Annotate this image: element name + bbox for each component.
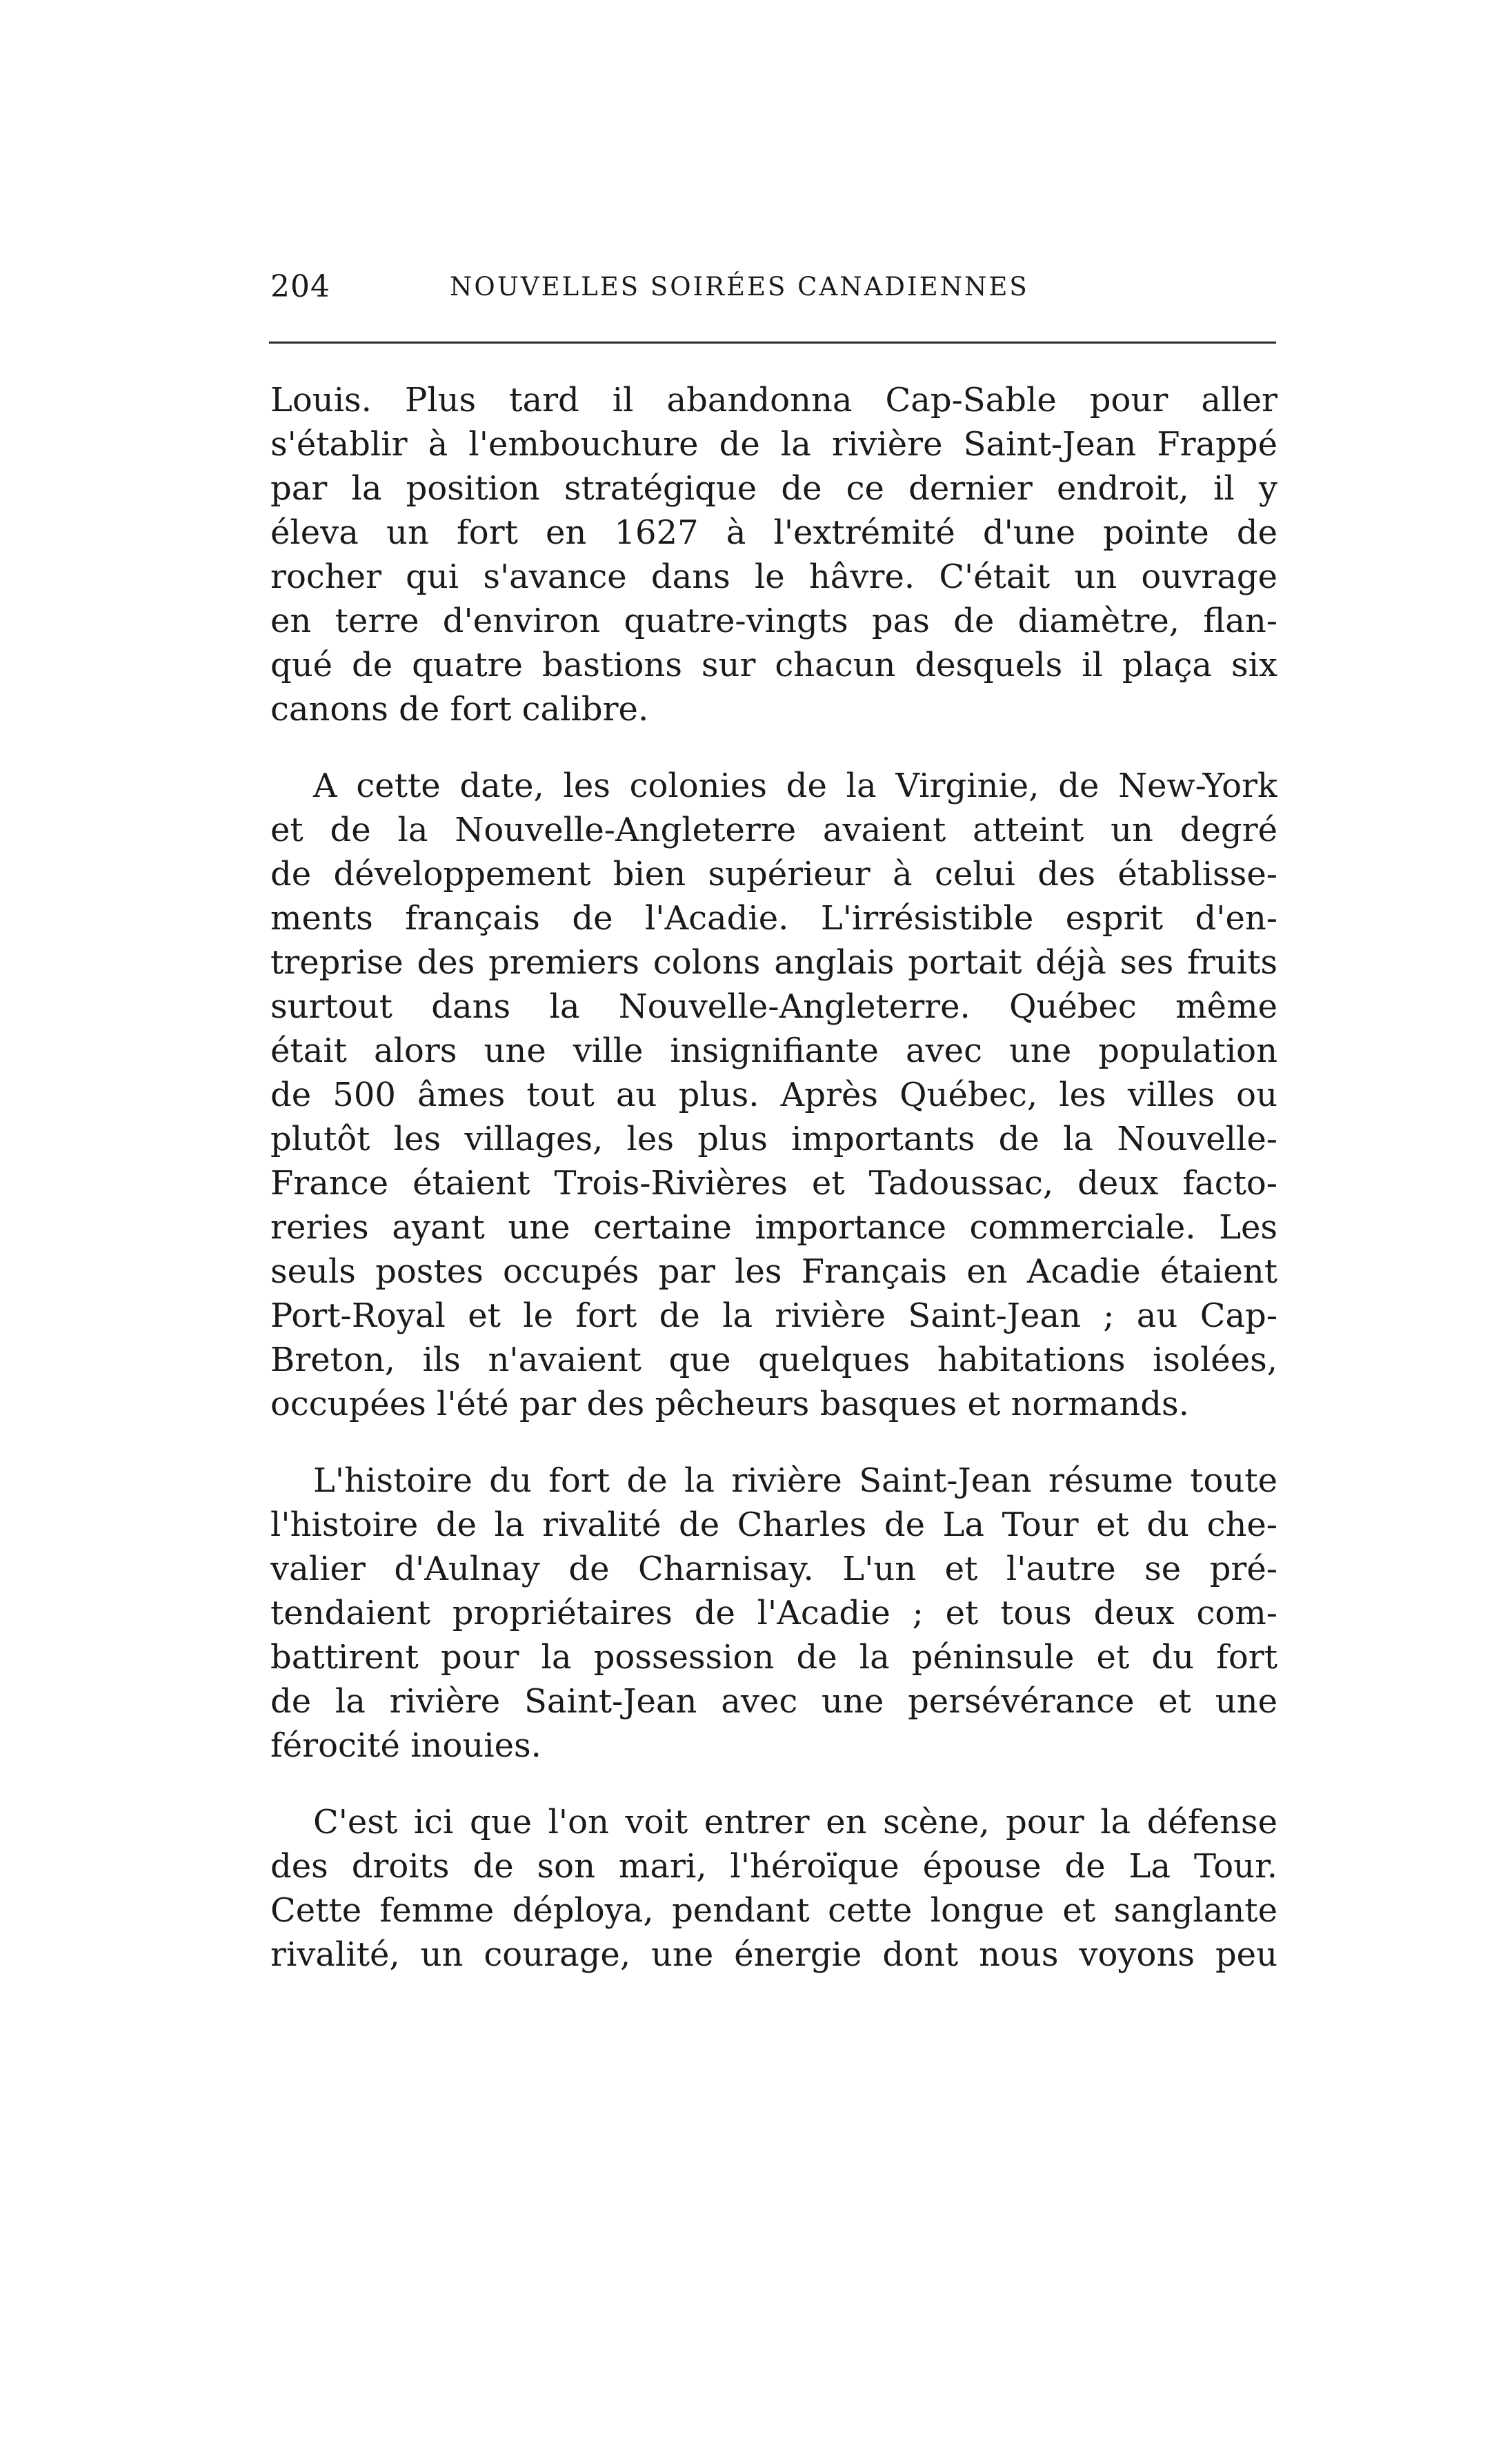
text-line: rivalité, un courage, une énergie dont nous voyons peu (270, 1935, 1277, 1974)
page-header (270, 266, 1277, 308)
text-line: treprise des premiers colons anglais portait déjà ses fruits (270, 943, 1277, 982)
text-line: Cette femme déploya, pendant cette longue et sanglante (270, 1891, 1277, 1930)
text-line: et de la Nouvelle-Angleterre avaient atteint un degré (270, 811, 1277, 849)
text-line: ments français de l'Acadie. L'irrésistible esprit d'en- (270, 899, 1277, 938)
text-line: seuls postes occupés par les Français en Acadie étaient (270, 1252, 1277, 1291)
text-line: occupées l'été par des pêcheurs basques et normands. (270, 1385, 1189, 1423)
text-line: Louis. Plus tard il abandonna Cap-Sable pour aller (270, 381, 1277, 419)
text-line: qué de quatre bastions sur chacun desquels il plaça six (270, 646, 1277, 684)
paragraph-gap (270, 731, 1277, 764)
text-line: surtout dans la Nouvelle-Angleterre. Québec même (270, 987, 1277, 1026)
text-line: reries ayant une certaine importance commerciale. Les (270, 1208, 1277, 1247)
header-rule (269, 342, 1276, 344)
text-line: Port-Royal et le fort de la rivière Saint-Jean ; au Cap- (270, 1296, 1277, 1335)
text-line: C'est ici que l'on voit entrer en scène, pour la défense (313, 1803, 1277, 1841)
text-line: éleva un fort en 1627 à l'extrémité d'une pointe de (270, 513, 1277, 552)
text-line: en terre d'environ quatre-vingts pas de diamètre, flan- (270, 602, 1277, 640)
paragraph-gap (270, 1768, 1277, 1800)
text-line: s'établir à l'embouchure de la rivière Saint-Jean Frappé (270, 425, 1277, 464)
paragraph (270, 764, 1277, 1426)
text-line: rocher qui s'avance dans le hâvre. C'était un ouvrage (270, 557, 1277, 596)
text-line: était alors une ville insignifiante avec une population (270, 1031, 1277, 1070)
running-title: NOUVELLES SOIRÉES CANADIENNES (450, 272, 1029, 302)
paragraph (270, 1459, 1277, 1768)
text-line: l'histoire de la rivalité de Charles de La Tour et du che- (270, 1505, 1277, 1544)
text-line: battirent pour la possession de la péninsule et du fort (270, 1638, 1277, 1677)
text-line: de 500 âmes tout au plus. Après Québec, les villes ou (270, 1076, 1277, 1114)
text-line: tendaient propriétaires de l'Acadie ; et tous deux com- (270, 1594, 1277, 1632)
text-line: Breton, ils n'avaient que quelques habitations isolées, (270, 1341, 1277, 1379)
text-line: de développement bien supérieur à celui des établisse- (270, 855, 1277, 893)
text-line: par la position stratégique de ce dernier endroit, il y (270, 469, 1277, 508)
text-line: canons de fort calibre. (270, 690, 649, 729)
text-line: des droits de son mari, l'héroïque épouse de La Tour. (270, 1847, 1277, 1886)
text-line: de la rivière Saint-Jean avec une persévérance et une (270, 1682, 1277, 1721)
text-line: plutôt les villages, les plus importants de la Nouvelle- (270, 1120, 1277, 1158)
paragraph (270, 378, 1277, 731)
paragraph (270, 1800, 1277, 1977)
paragraph-gap (270, 1426, 1277, 1459)
text-line: valier d'Aulnay de Charnisay. L'un et l'autre se pré- (270, 1550, 1277, 1588)
text-line: L'histoire du fort de la rivière Saint-Jean résume toute (313, 1461, 1277, 1500)
text-line: France étaient Trois-Rivières et Tadoussac, deux facto- (270, 1164, 1277, 1203)
text-line: férocité inouies. (270, 1726, 541, 1765)
page-number: 204 (270, 269, 330, 304)
text-line: A cette date, les colonies de la Virginie, de New-York (313, 767, 1277, 805)
body-text (270, 378, 1277, 1977)
